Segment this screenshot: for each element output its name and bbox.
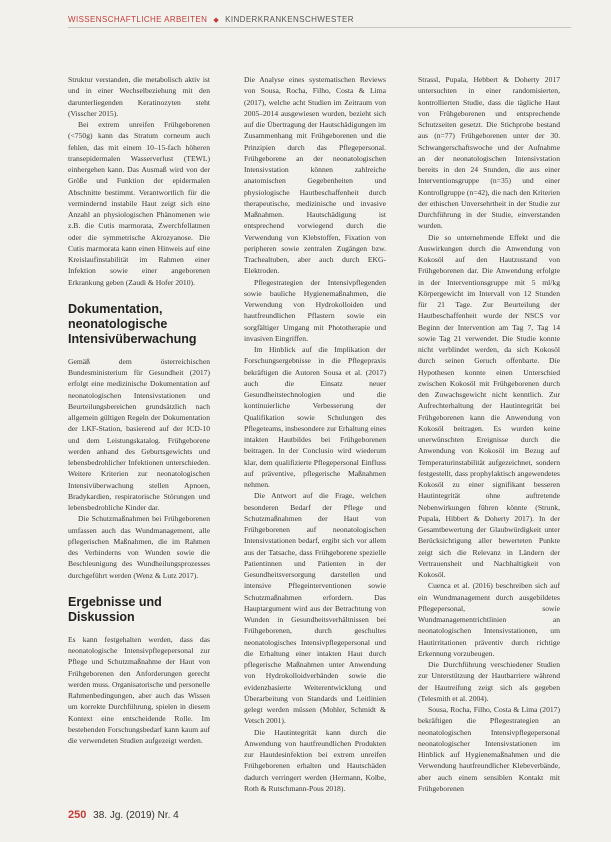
paragraph: Die Antwort auf die Frage, welchen besonderen Bedarf der Pflege und Schutzmaßnahmen der Haut von Frühgeborenen auf neonatologischen Intensivstationen bedarf, ergibt sich vor allem aus der Tatsache, dass Frühgeborene spezielle Patientinnen und Patienten in der Gesundheitsversorgung darstellen und intensive Pflegeinterventionen sowie Schutzmaßnahmen erfordern. Das Hauptargument wird aus der Betrachtung von Wunden in Gesundheitsverhältnissen bei Frühgeborenen, durch geschultes neonatologisches Intensivpflegepersonal und die Erhaltung einer intakten Haut durch pflegerische Maßnahmen unter Anwendung von Hydrokolloidverbänden sowie die evidenzbasierte Weiterentwicklung und Überarbeitung von Standards und Leitlinien gelegt werden müssen (Mohler, Schmidt & Vetsch 2001). [244,491,386,726]
page-number: 250 [68,809,87,821]
page-footer [68,809,179,821]
text-column-left [68,74,210,746]
paragraph: Sousa, Rocha, Filho, Costa & Lima (2017) bekräftigen die Pflegestrategien an neonatologischen Intensivpflegepersonal neonatologischer Intensivstationen im Hinblick auf Hygienemaßnahmen und die Verwendung hautfreundlicher Klebeverbände, aber auch einem sensiblen Kontakt mit Frühgeborenen [418,705,560,793]
text-column-middle [244,74,386,794]
journal-name-label: KINDERKRANKENSCHWESTER [225,15,354,24]
diamond-separator-icon: ◆ [213,16,220,24]
paragraph: Es kann festgehalten werden, dass das neonatologische Intensivpflegepersonal zur Pflege und Schutzmaßnahme der Haut von Frühgeborenen den Anforderungen gerecht werden muss. Organisatorische und personelle Rahmenbedingungen, aber auch das Wissen um korrekte Durchführung, spielen in diesem Kontext eine entscheidende Rolle. Im bestehenden Forschungsbedarf kann kaum auf die verwendeten Studien aufgezeigt werden. [68,634,210,745]
paragraph: Die Hautintegrität kann durch die Anwendung von hautfreundlichen Produkten zur Hautdesinfektion bei extrem unreifen Frühgeborenen erhalten und Hautschäden dadurch verringert werden (Hermann, Kolbe, Roth & Rutschmann-Pous 2018). [244,727,386,793]
paragraph: Die Analyse eines systematischen Reviews von Sousa, Rocha, Filho, Costa & Lima (2017), welche acht Studien im Zeitraum von 2005–2014 ausgewiesen wurden, bezieht sich auf die Übertragung der Hautschädigungen im Zusammenhang mit Frühgeborenen und die Prinzipien durch das Pflegepersonal. Frühgeborene an der neonatologischen Intensivstation können zahlreiche anatomischen Gegebenheiten und physiologische Hautbeschaffenheit durch therapeutische, medizinische und invasive Maßnahmen. Hautschädigung ist entsprechend vorwiegend durch die Verwendung von Klebstoffen, Fixation von peripheren sowie zentralen Zugängen bzw. Trachealtuben, aber auch durch EKG-Elektroden. [244,75,386,276]
paragraph: Strassl, Pupala, Hebbert & Doherty 2017 untersuchten in einer randomisierten, kontrollierten Studie, dass die tägliche Haut von Frühgeborenen und entsprechende Schutzseiten gesetzt. Die Stichprobe bestand aus (n=77) Frühgeborenen unter der 30. Schwangerschaftswoche und der Aufnahme an der neonatologischen Intensivstation bereits in den 24 Stunden, die aus einer Interventionsgruppe (n=35) und einer Kontrollgruppe (n=42), die nach den Kriterien der ethischen Unversehrtheit in der Studie zur Durchführung in der Studie, einverstanden wurden. [418,75,560,231]
running-header [68,15,571,24]
paragraph: Bei extrem unreifen Frühgeborenen (<750g) kann das Stratum corneum auch fehlen, das mit einem 10–15-fach höheren transepidermalen Wasserverlust (TEWL) einhergehen kann. Das Ausmaß wird von der Größe und Funktion der epidermalen Abschnitte bestimmt. Verantwortlich für die vermindernd instabile Haut zeigt sich eine Anzahl an physiologischen Phänomenen wie z.B. die Cutis marmorata, Zwerchfellatmen oder die symmetrische Akrozyanose. Die Cutis marmorata kann einen Hinweis auf eine Kreislaufinstabilität im Rahmen einer Infektion sowie einer angeborenen Erkrankung geben (Zaudi & Hofer 2010). [68,120,210,287]
paragraph: Die Schutzmaßnahmen bei Frühgeborenen umfassen auch das Wundmanagement, alle pflegerischen Maßnahmen, die im Rahmen des Verhinderns von Wunden sowie die Beschleunigung des Wundheilungsprozesses durchgeführt werden (Wenz & Lutz 2017). [68,514,210,580]
journal-section-label: WISSENSCHAFTLICHE ARBEITEN [68,15,208,24]
paragraph: Gemäß dem österreichischen Bundesministerium für Gesundheit (2017) erfolgt eine medizinische Dokumentation auf neonatologischen Intensivstationen und Beurteilungsbereichen grundsätzlich nach allgemein gültigen Regeln der Dokumentation der LKF-Station, basierend auf der ICD-10 und dem Leistungskatalog. Frühgeborene werden anhand des Geburtsgewichts und lebensbedrohlicher Infektionen unterschieden. Weitere Kriterien zur neonatologischen Intensivüberwachung stellen Apnoen, Bradykardien, respiratorische Störungen und lebensbedrohliche Kinder dar. [68,356,210,512]
section-heading-ergebnisse: Ergebnisse und Diskussion [68,594,162,624]
paragraph: Pflegestrategien der Intensivpflegenden sowie bauliche Hygienemaßnahmen, die Verwendung von Hydrokolloiden und hautfreundlichen Pflastern sowie ein sorgfältiger Umgang mit Phototherapie und invasiven Eingriffen. [244,277,386,343]
issue-info: 38. Jg. (2019) Nr. 4 [93,810,179,821]
paragraph: Im Hinblick auf die Implikation der Forschungsergebnisse in die Pflegepraxis bekräftigen die Autoren Sousa et al. (2017) auch die Einsatz neuer Gesundheitstechnologien und die kontinuierliche Verbesserung der Qualifikation sowie Schulungen des Pflegeteams, insbesondere zur Erhaltung eines intakten Hautbildes bei Frühgeborenen beitragen. In der Conclusio wird wiederum klar, dem qualifizierte Pflegepersonal Einfluss auf präventive, pflegerische Maßnahmen nehmen. [244,345,386,489]
paragraph: Cuenca et al. (2016) beschreiben sich auf ein Wundmanagement durch ausgebildetes Pflegepersonal, sowie Wundmanagementrichtlinien an neonatologischen Intensivstationen, um Hautirritationen präventiv durch richtige Erkennung vorzubeugen. [418,581,560,658]
paragraph: Die Durchführung verschiedener Studien zur Unterstützung der Hautbarriere während der Hautreifung zeigt sich als gegeben (Telesmith et al. 2004). [418,660,560,703]
paragraph: Die so unternehmende Effekt und die Auswirkungen durch die Anwendung von Kokosöl auf den Hautzustand von Frühgeborenen dar. Die Anwendung erfolgte in der Interventionsgruppe mit 5 ml/kg Körpergewicht im Intervall von 12 Stunden für 21 Tage. Zur Beurteilung der Hautbeschaffenheit wurde der NSCS vor Beginn der Intervention am Tag 7, Tag 14 sowie Tag 21 verwendet. Die Studie konnte nicht verblindet werden, da sich Kokosöl durch seinen Geruch offenbarte. Die Hypothesen konnte einen Unterschied zwischen Kokosöl mit Frühgeborenen durch den Zuwachsgewicht nicht kenntlich. Zur Aufrechterhaltung der Hautintegrität bei Frühgeborenen kann die Anwendung von Kokosöl beitragen. Es wurden keine unerwünschten Ereignisse durch die Anwendung von Kokosöl im Bezug auf Temperaturinstabilität aufgezeichnet, sondern festgestellt, dass prophylaktisch angewendetes Kokosöl zu einer signifikant besseren Hautintegrität ohne auftretende Nebenwirkungen führen könnte (Strunk, Pupala, Hibbert & Doherty 2017). In der Gesamtbewertung der Glaubwürdigkeit unter Berücksichtigung aller bewerteten Punkte zeigt sich die Relevanz in Ländern der Vertrauensheit und Nachhaltigkeit von Kokosöl. [418,232,560,579]
header-divider [68,27,571,28]
text-column-right [418,74,560,794]
paragraph: Struktur verstanden, die metabolisch aktiv ist und in einer Wechselbeziehung mit den darunterliegenden Keratinozyten steht (Visscher 2015). [68,75,210,118]
section-heading-dokumentation: Dokumentation, neonatologische Intensivüberwachung [68,301,197,346]
